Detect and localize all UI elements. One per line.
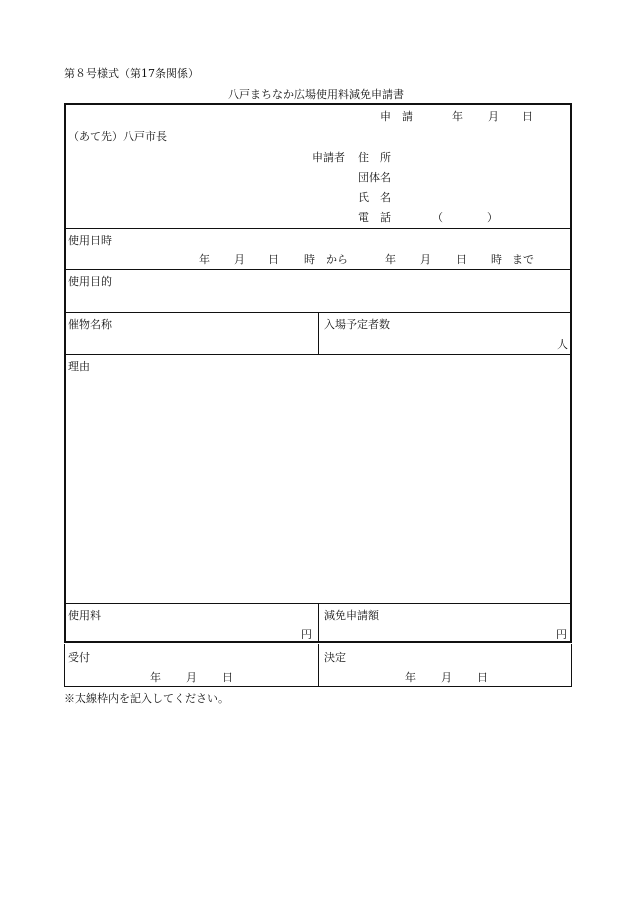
decision-month: 月 [441,671,452,684]
usage-start-day: 日 [268,253,279,266]
divider-event-attendance [318,312,319,354]
applicant-name-label: 氏 名 [358,191,391,204]
form-number: 第８号様式（第17条関係） [64,67,199,80]
event-name-label: 催物名称 [68,318,112,331]
applicant-address-label: 住 所 [358,151,391,164]
divider-applicant [64,228,572,229]
application-date-label: 申 請 [380,110,413,123]
decision-day: 日 [477,671,488,684]
usage-from-label: から [326,253,348,266]
divider-datetime [64,269,572,270]
reduction-amount-label: 減免申請額 [324,609,379,622]
usage-start-month: 月 [234,253,245,266]
form-frame [64,103,572,643]
usage-end-year: 年 [385,253,396,266]
usage-until-label: まで [512,253,534,266]
decision-year: 年 [405,671,416,684]
divider-event [64,354,572,355]
usage-end-hour: 時 [491,253,502,266]
usage-datetime-label: 使用日時 [68,234,112,247]
footnote: ※太線枠内を記入してください。 [64,692,229,705]
usage-start-hour: 時 [304,253,315,266]
receipt-year: 年 [150,671,161,684]
application-day-label: 日 [522,110,533,123]
usage-start-year: 年 [199,253,210,266]
usage-end-day: 日 [456,253,467,266]
applicant-label: 申請者 [312,151,345,164]
applicant-phone-parens: （ ） [432,211,498,224]
divider-fee-reduction [318,603,319,643]
applicant-organization-label: 団体名 [358,171,391,184]
usage-fee-label: 使用料 [68,609,101,622]
applicant-phone-label: 電 話 [358,211,391,224]
usage-fee-unit: 円 [301,628,312,641]
receipt-day: 日 [222,671,233,684]
receipt-month: 月 [186,671,197,684]
attendance-unit: 人 [557,338,568,351]
receipt-label: 受付 [68,651,90,664]
usage-end-month: 月 [420,253,431,266]
divider-receipt-decision [318,644,319,687]
usage-purpose-label: 使用目的 [68,275,112,288]
addressee: （あて先）八戸市長 [68,130,167,143]
form-title: 八戸まちなか広場使用料減免申請書 [228,88,404,101]
application-year-label: 年 [452,110,463,123]
decision-label: 決定 [324,651,346,664]
expected-attendance-label: 入場予定者数 [324,318,390,331]
reason-label: 理由 [68,360,90,373]
reduction-amount-unit: 円 [556,628,567,641]
application-month-label: 月 [488,110,499,123]
